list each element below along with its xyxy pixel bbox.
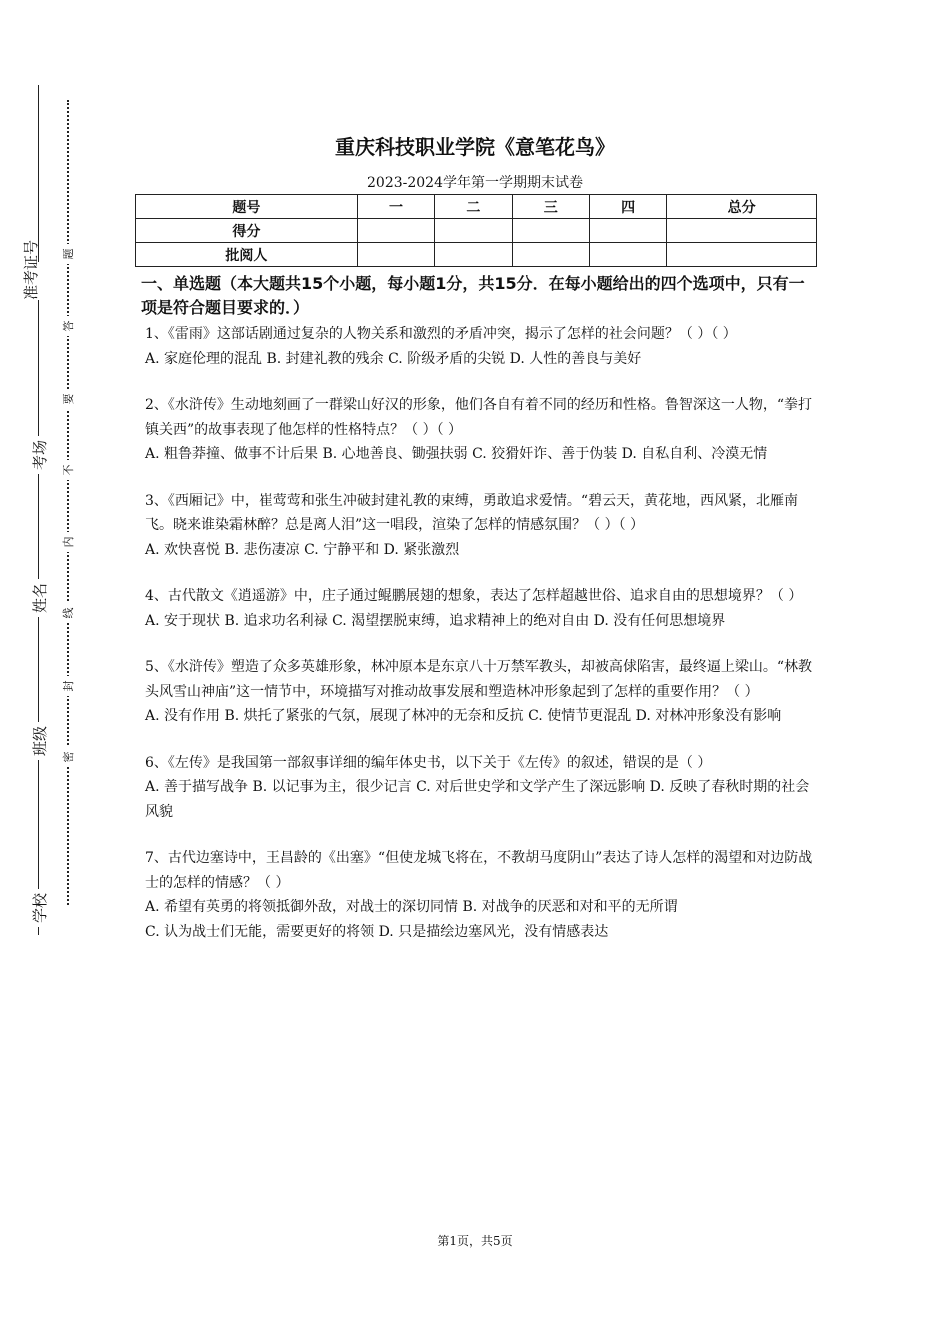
school-label: 学校 <box>29 889 49 927</box>
question-stem: 3、《西厢记》中，崔莺莺和张生冲破封建礼教的束缚，勇敢追求爱情。“碧云天，黄花地，西风紧，北雁南飞。晓来谁染霜林醉？总是离人泪”这一唱段，渲染了怎样的情感氛围？（ ）（ ） <box>145 492 799 533</box>
score-cell[interactable] <box>512 219 589 243</box>
question-options: A. 粗鲁莽撞、做事不计后果 B. 心地善良、锄强扶弱 C. 狡猾奸诈、善于伪装 D. 自私自利、冷漠无情 <box>145 446 768 462</box>
binding-strip <box>0 0 90 1344</box>
grader-cell[interactable] <box>435 243 512 267</box>
grader-cell[interactable] <box>512 243 589 267</box>
question-stem: 6、《左传》是我国第一部叙事详细的编年体史书，以下关于《左传》的叙述，错误的是（ ） <box>145 754 712 771</box>
grader-row <box>136 243 817 267</box>
question-7 <box>145 846 817 944</box>
grader-cell[interactable] <box>357 243 434 267</box>
score-header-cell: 总分 <box>667 195 817 219</box>
question-1 <box>145 322 817 371</box>
question-stem: 5、《水浒传》塑造了众多英雄形象，林冲原本是东京八十万禁军教头，却被高俅陷害，最终逼上梁山。“林教头风雪山神庙”这一情节中，环境描写对推动故事发展和塑造林冲形象起到了怎样的重要作用？（ ） <box>145 659 813 700</box>
seal-char: 线 <box>60 603 76 623</box>
grader-row-label: 批阅人 <box>136 243 358 267</box>
question-2 <box>145 393 817 467</box>
score-table <box>135 194 817 267</box>
score-cell[interactable] <box>667 219 817 243</box>
page-footer: 第1页，共5页 <box>437 1234 513 1248</box>
grader-cell[interactable] <box>667 243 817 267</box>
question-options: A. 家庭伦理的混乱 B. 封建礼教的残余 C. 阶级矛盾的尖锐 D. 人性的善良与美好 <box>145 350 642 367</box>
seal-char: 答 <box>60 316 76 336</box>
seal-char: 内 <box>60 532 76 552</box>
question-stem: 1、《雷雨》这部话剧通过复杂的人物关系和激烈的矛盾冲突，揭示了怎样的社会问题？（ ）（ ） <box>145 326 737 342</box>
exam-subtitle: 2023-2024学年第一学期期末试卷 <box>367 175 583 191</box>
score-cell[interactable] <box>357 219 434 243</box>
score-header-cell: 三 <box>512 195 589 219</box>
question-options: A. 安于现状 B. 追求功名利禄 C. 渴望摆脱束缚，追求精神上的绝对自由 D. 没有任何思想境界 <box>145 612 726 629</box>
score-table-header-row <box>136 195 817 219</box>
section-heading: 一、单选题（本大题共15个小题，每小题1分，共15分．在每小题给出的四个选项中，只有一项是符合题目要求的．） <box>141 274 805 317</box>
question-options: A. 欢快喜悦 B. 悲伤凄凉 C. 宁静平和 D. 紧张激烈 <box>145 541 460 558</box>
seal-char: 要 <box>60 389 76 409</box>
score-row <box>136 219 817 243</box>
exam-room-label: 考场 <box>29 436 49 474</box>
exam-content <box>141 272 817 966</box>
question-options: A. 希望有英勇的将领抵御外敌，对战士的深切同情 B. 对战争的厌恶和对和平的无所谓 <box>145 899 678 915</box>
score-cell[interactable] <box>435 219 512 243</box>
seal-char: 封 <box>60 676 76 696</box>
seal-char: 密 <box>60 747 76 767</box>
question-options: A. 善于描写战争 B. 以记事为主，很少记言 C. 对后世史学和文学产生了深远影响 D. 反映了春秋时期的社会风貌 <box>145 779 810 820</box>
question-5 <box>145 655 817 729</box>
seal-char: 题 <box>60 244 76 264</box>
exam-number-label: 准考证号 <box>20 262 58 300</box>
question-options: A. 没有作用 B. 烘托了紧张的气氛，展现了林冲的无奈和反抗 C. 使情节更混乱 D. 对林冲形象没有影响 <box>145 708 782 724</box>
exam-title: 重庆科技职业学院《意笔花鸟》 <box>335 135 615 159</box>
score-header-cell: 二 <box>435 195 512 219</box>
binding-dotted-line <box>67 100 69 905</box>
score-header-cell: 题号 <box>136 195 358 219</box>
name-label: 姓名 <box>29 579 49 617</box>
seal-char: 不 <box>60 460 76 480</box>
score-cell[interactable] <box>589 219 666 243</box>
question-options: C. 认为战士们无能，需要更好的将领 D. 只是描绘边塞风光，没有情感表达 <box>145 923 609 940</box>
question-3 <box>145 489 817 563</box>
grader-cell[interactable] <box>589 243 666 267</box>
score-header-cell: 四 <box>589 195 666 219</box>
score-header-cell: 一 <box>357 195 434 219</box>
question-stem: 2、《水浒传》生动地刻画了一群梁山好汉的形象，他们各自有着不同的经历和性格。鲁智深这一人物，“拳打镇关西”的故事表现了他怎样的性格特点？（ ）（ ） <box>145 397 813 438</box>
score-row-label: 得分 <box>136 219 358 243</box>
question-6 <box>145 751 817 825</box>
question-4 <box>145 584 817 633</box>
class-label: 班级 <box>29 722 49 760</box>
question-stem: 4、古代散文《逍遥游》中，庄子通过鲲鹏展翅的想象，表达了怎样超越世俗、追求自由的思想境界？（ ） <box>145 588 803 604</box>
binding-solid-line <box>38 85 39 935</box>
question-stem: 7、古代边塞诗中，王昌龄的《出塞》“但使龙城飞将在，不教胡马度阴山”表达了诗人怎样的渴望和对边防战士的怎样的情感？（ ） <box>145 850 813 891</box>
